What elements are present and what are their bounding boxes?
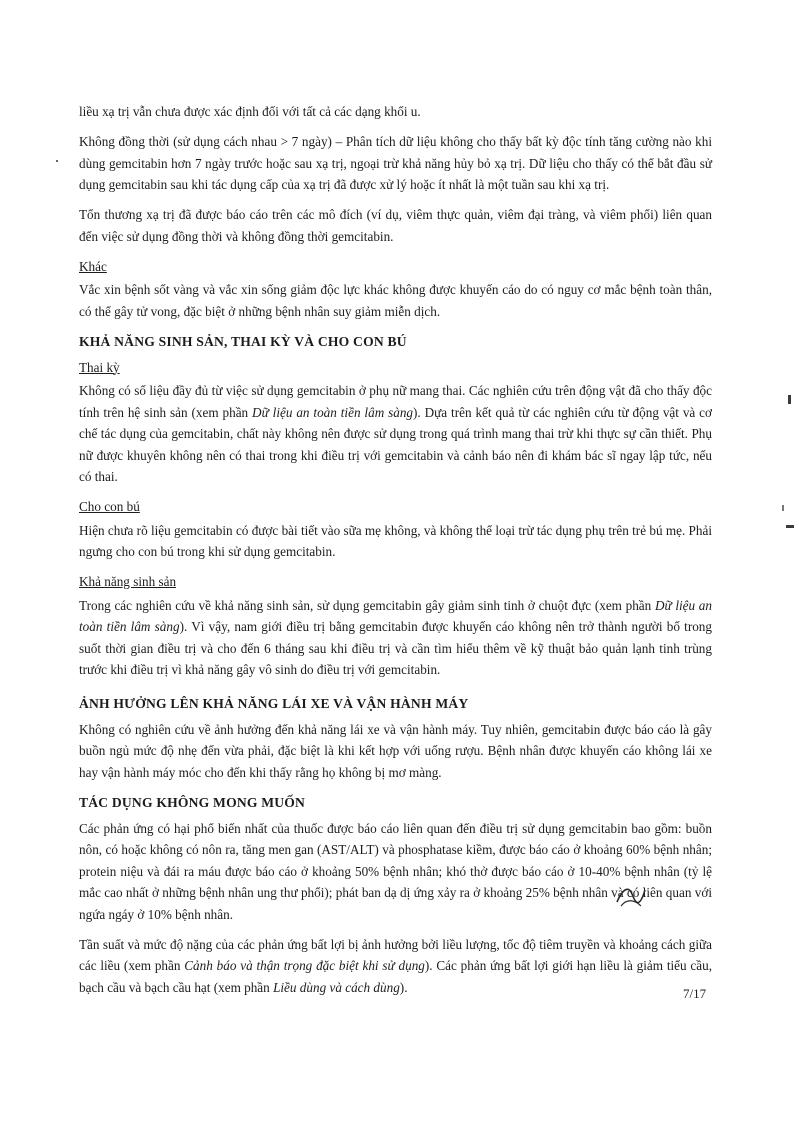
paragraph-radiation-injury: Tổn thương xạ trị đã được báo cáo trên các mô đích (ví dụ, viêm thực quản, viêm đại tràng, và viêm phổi) liên quan đến việc sử dụng đồng thời và không đồng thời gemcitabin. [79, 207, 712, 244]
paragraph-driving: Không có nghiên cứu về ảnh hưởng đến khả năng lái xe và vận hành máy. Tuy nhiên, gemcitabin được báo cáo là gây buồn ngủ mức độ nhẹ đến vừa phải, đặc biệt là khi kết hợp với uống rượu. Bệnh nhân được khuyến cáo không lái xe hay vận hành máy móc cho đến khi thấy rằng họ không bị mơ màng. [79, 721, 712, 780]
paragraph-vaccine: Vắc xin bệnh sốt vàng và vắc xin sống giảm độc lực khác không được khuyến cáo do có nguy cơ mắc bệnh toàn thân, có thể gây tử vong, đặc biệt ở những bệnh nhân suy giảm miễn dịch. [79, 282, 712, 319]
fertility-text-a: Trong các nghiên cứu về khả năng sinh sản, sử dụng gemcitabin gây giảm sinh tinh ở chuột đực (xem phần [79, 597, 655, 613]
adverse-text-c: ). [399, 979, 408, 995]
adverse-reference-dosage: Liều dùng và cách dùng [273, 979, 400, 995]
heading-driving: ẢNH HƯỞNG LÊN KHẢ NĂNG LÁI XE VÀ VẬN HÀNH MÁY [79, 695, 469, 711]
scan-mark [786, 525, 794, 528]
pregnancy-text-b: ). Dựa trên kết quả từ các nghiên cứu từ động vật và cơ chế tác dụng của gemcitabin, chất này không nên được sử dụng trong quá trình mang thai trừ khi thực sự cần thiết. Phụ nữ được khuyên không nên có thai trong khi điều trị với gemcitabin và cảnh báo nên đi khám bác sĩ ngay lập tức, nếu có thai. [79, 404, 712, 484]
scan-mark [56, 160, 58, 162]
heading-adverse-effects: TÁC DỤNG KHÔNG MONG MUỐN [79, 794, 306, 810]
fertility-reference: Dữ liệu an toàn tiền lâm sàng [79, 597, 712, 634]
heading-fertility-pregnancy-breastfeeding: KHẢ NĂNG SINH SẢN, THAI KỲ VÀ CHO CON BÚ [79, 333, 407, 349]
fertility-text-b: ). Vì vậy, nam giới điều trị bằng gemcitabin được khuyến cáo không nên trở thành người bố trong suốt thời gian điều trị và cho đến 6 tháng sau khi điều trị và cần tìm hiểu thêm về kỹ thuật bảo quản lạnh tinh trùng trước khi điều trị vì khả năng gây vô sinh do điều trị với gemcitabin. [79, 619, 712, 677]
subheading-fertility: Khả năng sinh sản [79, 574, 177, 589]
paragraph-adverse-effects-2 [79, 934, 712, 999]
subheading-other: Khác [79, 258, 107, 274]
paragraph-nonconcurrent: Không đồng thời (sử dụng cách nhau > 7 ngày) – Phân tích dữ liệu không cho thấy bất kỳ độc tính tăng cường nào khi dùng gemcitabin hơn 7 ngày trước hoặc sau xạ trị, ngoại trừ khả năng hủy bỏ xạ trị. Dữ liệu cho thấy có thể bắt đầu sử dụng gemcitabin sau khi tác dụng cấp của xạ trị đã được xử lý hoặc ít nhất là một tuần sau khi xạ trị. [79, 134, 712, 192]
scan-mark [788, 395, 791, 404]
subheading-pregnancy: Thai kỳ [79, 359, 120, 375]
paragraph-breastfeeding: Hiện chưa rõ liệu gemcitabin có được bài tiết vào sữa mẹ không, và không thể loại trừ tác dụng phụ trên trẻ bú mẹ. Phải ngưng cho con bú trong khi sử dụng gemcitabin. [79, 522, 712, 559]
adverse-text-b: ). Các phản ứng bất lợi giới hạn liều là giảm tiểu cầu, bạch cầu và bạch cầu hạt (xem phần [79, 958, 712, 995]
paragraph-adverse-effects-1: Các phản ứng có hại phổ biến nhất của thuốc được báo cáo liên quan đến điều trị sử dụng gemcitabin bao gồm: buồn nôn, có hoặc không có nôn ra, tăng men gan (AST/ALT) và phosphatase kiềm, được báo cáo ở khoảng 60% bệnh nhân; protein niệu và đái ra máu được báo cáo ở khoảng 50% bệnh nhân; khó thở được báo cáo ở 10-40% bệnh nhân (tỷ lệ mắc cao nhất ở những bệnh nhân ung thư phổi); phát ban dạ dị ứng xảy ra ở khoảng 25% bệnh nhân và có liên quan với ngứa ngáy ở 10% bệnh nhân. [79, 820, 712, 922]
adverse-reference-warnings: Cảnh báo và thận trọng đặc biệt khi sử dụng [184, 958, 425, 973]
adverse-text-a: Tần suất và mức độ nặng của các phản ứng bất lợi bị ảnh hưởng bởi liều lượng, tốc độ tiêm truyền và khoảng cách giữa các liều (xem phần [79, 936, 712, 973]
pregnancy-reference: Dữ liệu an toàn tiền lâm sàng [252, 404, 414, 420]
pregnancy-text-a: Không có số liệu đầy đủ từ việc sử dụng gemcitabin ở phụ nữ mang thai. Các nghiên cứu trên động vật đã cho thấy độc tính trên hệ sinh sản (xem phần [79, 383, 712, 420]
paragraph-pregnancy [79, 380, 712, 488]
paragraph-fertility [79, 595, 712, 681]
paragraph-intro: liều xạ trị vẫn chưa được xác định đối với tất cả các dạng khối u. [79, 104, 421, 119]
subheading-breastfeeding: Cho con bú [79, 499, 140, 514]
scan-mark [782, 505, 784, 511]
page-number: 7/17 [683, 986, 707, 1001]
handwritten-mark [615, 884, 649, 914]
document-body [79, 101, 712, 1007]
